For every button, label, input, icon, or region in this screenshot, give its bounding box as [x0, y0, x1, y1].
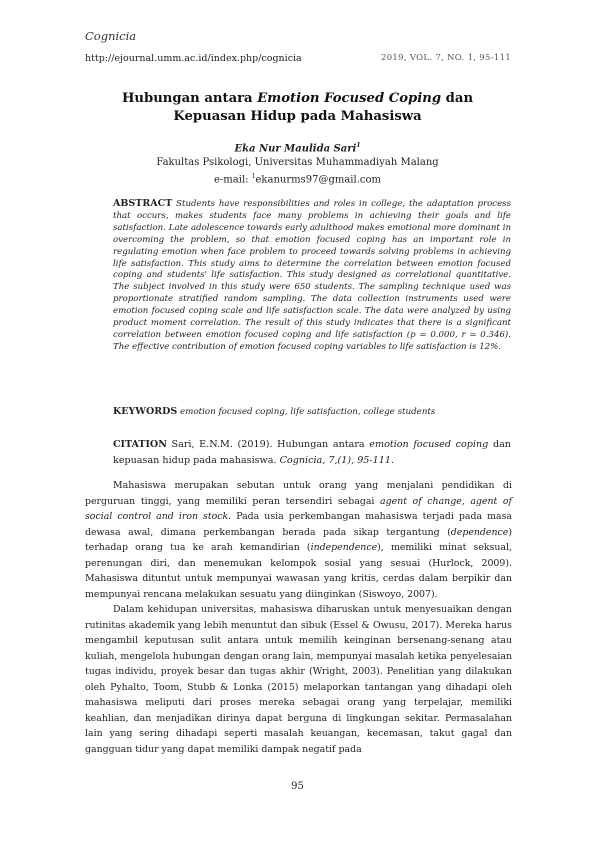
keywords-text: emotion focused coping, life satisfaction, college students — [179, 407, 436, 417]
citation-label: CITATION — [113, 439, 167, 450]
author-affiliation — [85, 156, 510, 187]
affiliation: Fakultas Psikologi, Universitas Muhammadiyah Malang — [156, 157, 439, 168]
abstract-label: ABSTRACT — [113, 198, 173, 209]
page-number: 95 — [291, 781, 304, 792]
author-name: Eka Nur Maulida Sari$^1$ — [234, 142, 361, 155]
journal-name: Cognicia — [85, 29, 137, 43]
abstract — [113, 198, 511, 354]
abstract-text: Students have responsibilities and roles in college, the adaptation process that occurs, makes students face many problems in achieving their goals and life satisfaction. Late adolescence towards early adulthood makes emotional more dominant in overcoming the problem, so that emotion focused coping has an important role in regulating emotion when face problem to proceed towards solving problems in achieving life satisfaction. This study aims to determine the correlation between emotion focused coping and students' life satisfaction. This study designed as correlational quantitative. The subject involved in this study were 650 students. The sampling technique used was proportionate stratified random sampling. The data collection instruments used were emotion focused coping scale and life satisfaction scale. The data were analyzed by using product moment correlation. The result of this study indicates that there is a significant correlation between emotion focused coping and life satisfaction (p = 0.000, r = 0.346). The effective contribution of emotion focused coping variables to life satisfaction is 12%. — [113, 199, 511, 352]
paragraph-2: Dalam kehidupan universitas, mahasiswa diharuskan untuk menyesuaikan dengan rutinitas akademik yang lebih menuntut dan sibuk (Essel & Owusu, 2017). Mereka harus mengambil keputusan sulit antara untuk memilih keinginan bersenang-senang atau kuliah, mengelola hubungan dengan orang lain, mempunyai masalah ketika penyelesaian tugas individu, proyek besar dan tugas akhir (Wright, 2003). Penelitian yang dilakukan oleh Pyhalto, Toom, Stubb & Lonka (2015) melaporkan tantangan yang dihadapi oleh mahasiswa meliputi dari proses mereka sebagai orang yang terpelajar, memiliki keahlian, dan menjadikan dirinya dapat berguna di lingkungan sekitar. Permasalahan lain yang sering dihadapi seperti masalah keuangan, kecemasan, takut gagal dan gangguan tidur yang dapat memiliki dampak negatif pada — [85, 604, 512, 755]
volume-info: 2019, VOL. 7, NO. 1, 95-111 — [381, 53, 511, 63]
paragraph-1: Mahasiswa merupakan sebutan untuk orang yang menjalani pendidikan di perguruan tinggi, yang memiliki peran tersendiri sebagai agent of change, agent of social control and iron stock. Pada usia perkembangan mahasiswa terjadi pada masa dewasa awal, dimana perkembangan berada pada sikap tergantung (dependence) terhadap orang tua ke arah kemandirian (independence), memiliki minat seksual, perenungan diri, dan menemukan kelompok sosial yang sesuai (Hurlock, 2009). Mahasiswa dituntut untuk mempunyai wawasan yang kritis, cerdas dalam berpikir dan mempunyai rencana melakukan sesuatu yang diinginkan (Siswoyo, 2007). — [85, 480, 513, 600]
paper-title: Hubungan antara Emotion Focused Coping dan Kepuasan Hidup pada Mahasiswa — [121, 91, 474, 124]
email-link[interactable]: ekanurms97@gmail.com — [255, 174, 381, 186]
citation: CITATION Sari, E.N.M. (2019). Hubungan antara emotion focused coping dan kepuasan hidup pada mahasiswa. Cognicia, 7,(1), 95-111. — [113, 439, 511, 466]
body-text — [85, 478, 512, 757]
journal-url[interactable]: http://ejournal.umm.ac.id/index.php/cognicia — [85, 53, 302, 64]
keywords-label: KEYWORDS — [113, 406, 178, 417]
keywords — [113, 406, 511, 417]
email-line: e-mail: $^1$ekanurms97@gmail.com — [214, 173, 381, 186]
